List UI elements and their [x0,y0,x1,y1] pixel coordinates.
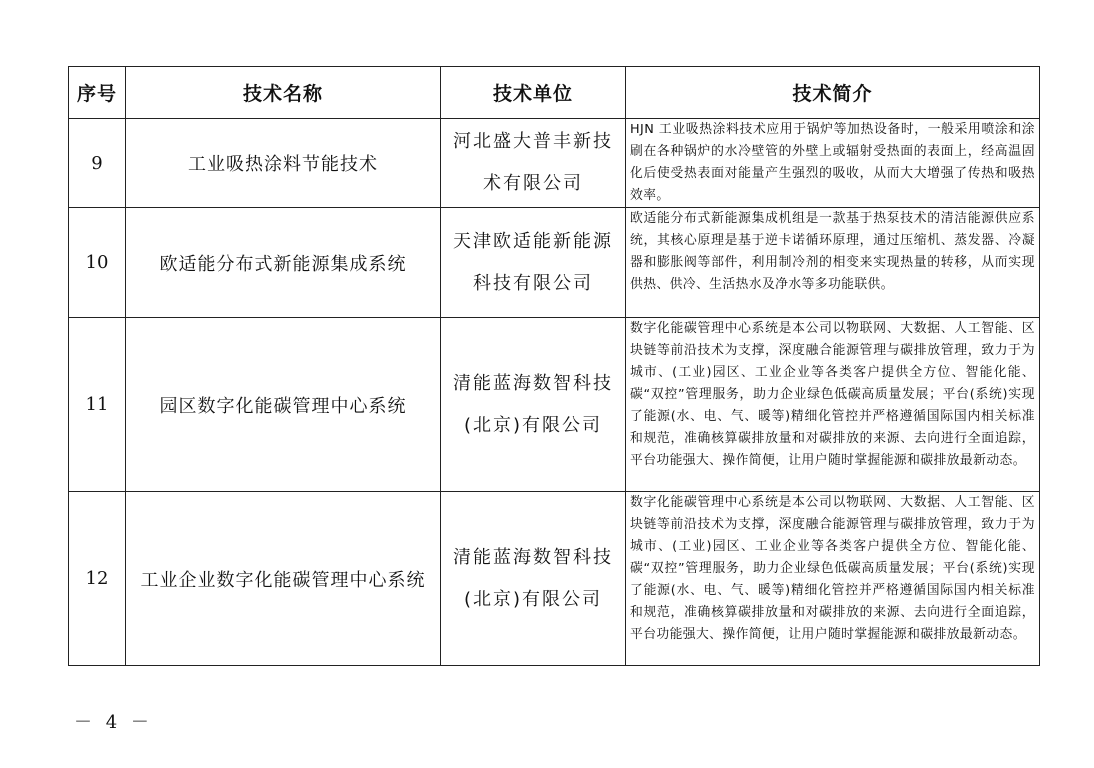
row-tech-desc: HJN 工业吸热涂料技术应用于锅炉等加热设备时，一般采用喷涂和涂刷在各种锅炉的水冷壁管的外壁上或辐射受热面的表面上，经高温固化后使受热表面对能量产生强烈的吸收，从而大大增强了传热和吸热效率。 [626,119,1040,208]
table-row [69,208,1040,318]
header-tech-desc: 技术简介 [626,67,1040,119]
row-tech-unit: 清能蓝海数智科技(北京)有限公司 [441,318,626,492]
row-no: 11 [69,318,126,492]
technology-table [68,66,1040,666]
row-tech-name: 工业吸热涂料节能技术 [126,119,441,208]
row-tech-desc: 欧适能分布式新能源集成机组是一款基于热泵技术的清洁能源供应系统，其核心原理是基于逆卡诺循环原理，通过压缩机、蒸发器、冷凝器和膨胀阀等部件，利用制冷剂的相变来实现热量的转移，从而实现供热、供冷、生活热水及净水等多功能联供。 [626,208,1040,318]
row-no: 9 [69,119,126,208]
row-no: 10 [69,208,126,318]
table-row [69,318,1040,492]
row-tech-unit: 河北盛大普丰新技术有限公司 [441,119,626,208]
header-tech-unit: 技术单位 [441,67,626,119]
header-no: 序号 [69,67,126,119]
row-tech-unit: 天津欧适能新能源科技有限公司 [441,208,626,318]
table-row [69,492,1040,666]
row-tech-name: 工业企业数字化能碳管理中心系统 [126,492,441,666]
row-no: 12 [69,492,126,666]
row-tech-desc: 数字化能碳管理中心系统是本公司以物联网、大数据、人工智能、区块链等前沿技术为支撑，深度融合能源管理与碳排放管理，致力于为城市、(工业)园区、工业企业等各类客户提供全方位、智能化能、碳“双控”管理服务，助力企业绿色低碳高质量发展；平台(系统)实现了能源(水、电、气、暖等)精细化管控并严格遵循国际国内相关标准和规范，准确核算碳排放量和对碳排放的来源、去向进行全面追踪，平台功能强大、操作简便，让用户随时掌握能源和碳排放最新动态。 [626,492,1040,666]
row-tech-name: 欧适能分布式新能源集成系统 [126,208,441,318]
header-tech-name: 技术名称 [126,67,441,119]
table-header-row [69,67,1040,119]
row-tech-desc: 数字化能碳管理中心系统是本公司以物联网、大数据、人工智能、区块链等前沿技术为支撑，深度融合能源管理与碳排放管理，致力于为城市、(工业)园区、工业企业等各类客户提供全方位、智能化能、碳“双控”管理服务，助力企业绿色低碳高质量发展；平台(系统)实现了能源(水、电、气、暖等)精细化管控并严格遵循国际国内相关标准和规范，准确核算碳排放量和对碳排放的来源、去向进行全面追踪，平台功能强大、操作简便，让用户随时掌握能源和碳排放最新动态。 [626,318,1040,492]
row-tech-unit: 清能蓝海数智科技(北京)有限公司 [441,492,626,666]
page-number: － 4 － [74,712,153,733]
row-tech-name: 园区数字化能碳管理中心系统 [126,318,441,492]
table-row [69,119,1040,208]
